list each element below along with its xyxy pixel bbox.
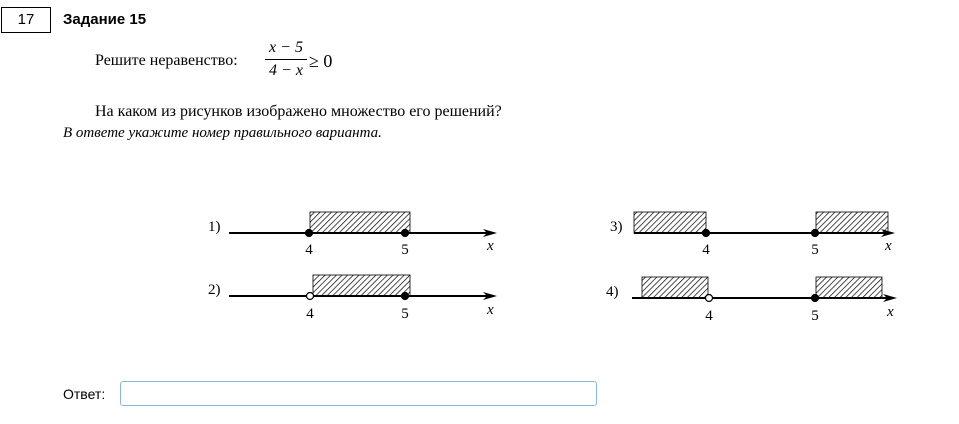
option-4-label: 4) [606,284,619,300]
answer-input[interactable] [120,381,597,406]
inequality-rhs: ≥ 0 [309,51,333,71]
question-text: На каком из рисунков изображено множество его решений? [95,103,502,120]
option-3-point-a [703,230,710,237]
option-4-label-b: 5 [811,308,819,324]
option-1-label: 1) [208,219,221,235]
option-2-label-b: 5 [401,306,409,322]
option-2-label-a: 4 [306,306,314,322]
option-1-axis-label: x [487,238,494,254]
fraction-numerator: x − 5 [269,39,303,56]
option-3-label-b: 5 [811,242,819,258]
option-2-label: 2) [208,282,221,298]
option-4-hatch-2 [816,277,882,298]
option-1-label-a: 4 [305,242,313,258]
option-1-label-b: 5 [401,242,409,258]
option-4-point-b [812,295,819,302]
option-4-label-a: 4 [705,308,713,324]
option-3-label: 3) [610,219,623,235]
instruction-text: В ответе укажите номер правильного варианта. [63,125,382,141]
option-3-point-b [812,230,819,237]
option-1-point-a [306,230,313,237]
option-3-hatch-2 [816,212,888,233]
task-number: 17 [1,7,51,33]
option-2-point-b [402,293,409,300]
option-1-hatch-1 [310,212,410,233]
option-2-point-a [307,293,314,300]
fraction-denominator: 4 − x [269,62,303,79]
answer-label: Ответ: [63,386,106,402]
option-1-point-b [402,230,409,237]
option-4-axis-label: x [887,304,894,320]
option-4-point-a [706,295,713,302]
inequality-prompt: Решите неравенство: [95,52,238,69]
option-3-label-a: 4 [702,242,710,258]
option-2-hatch-1 [313,275,410,296]
option-4-hatch-1 [642,277,708,298]
option-2-axis-label: x [487,302,494,318]
task-title: Задание 15 [63,11,147,28]
option-3-axis-label: x [885,238,892,254]
option-3-hatch-1 [634,212,706,233]
